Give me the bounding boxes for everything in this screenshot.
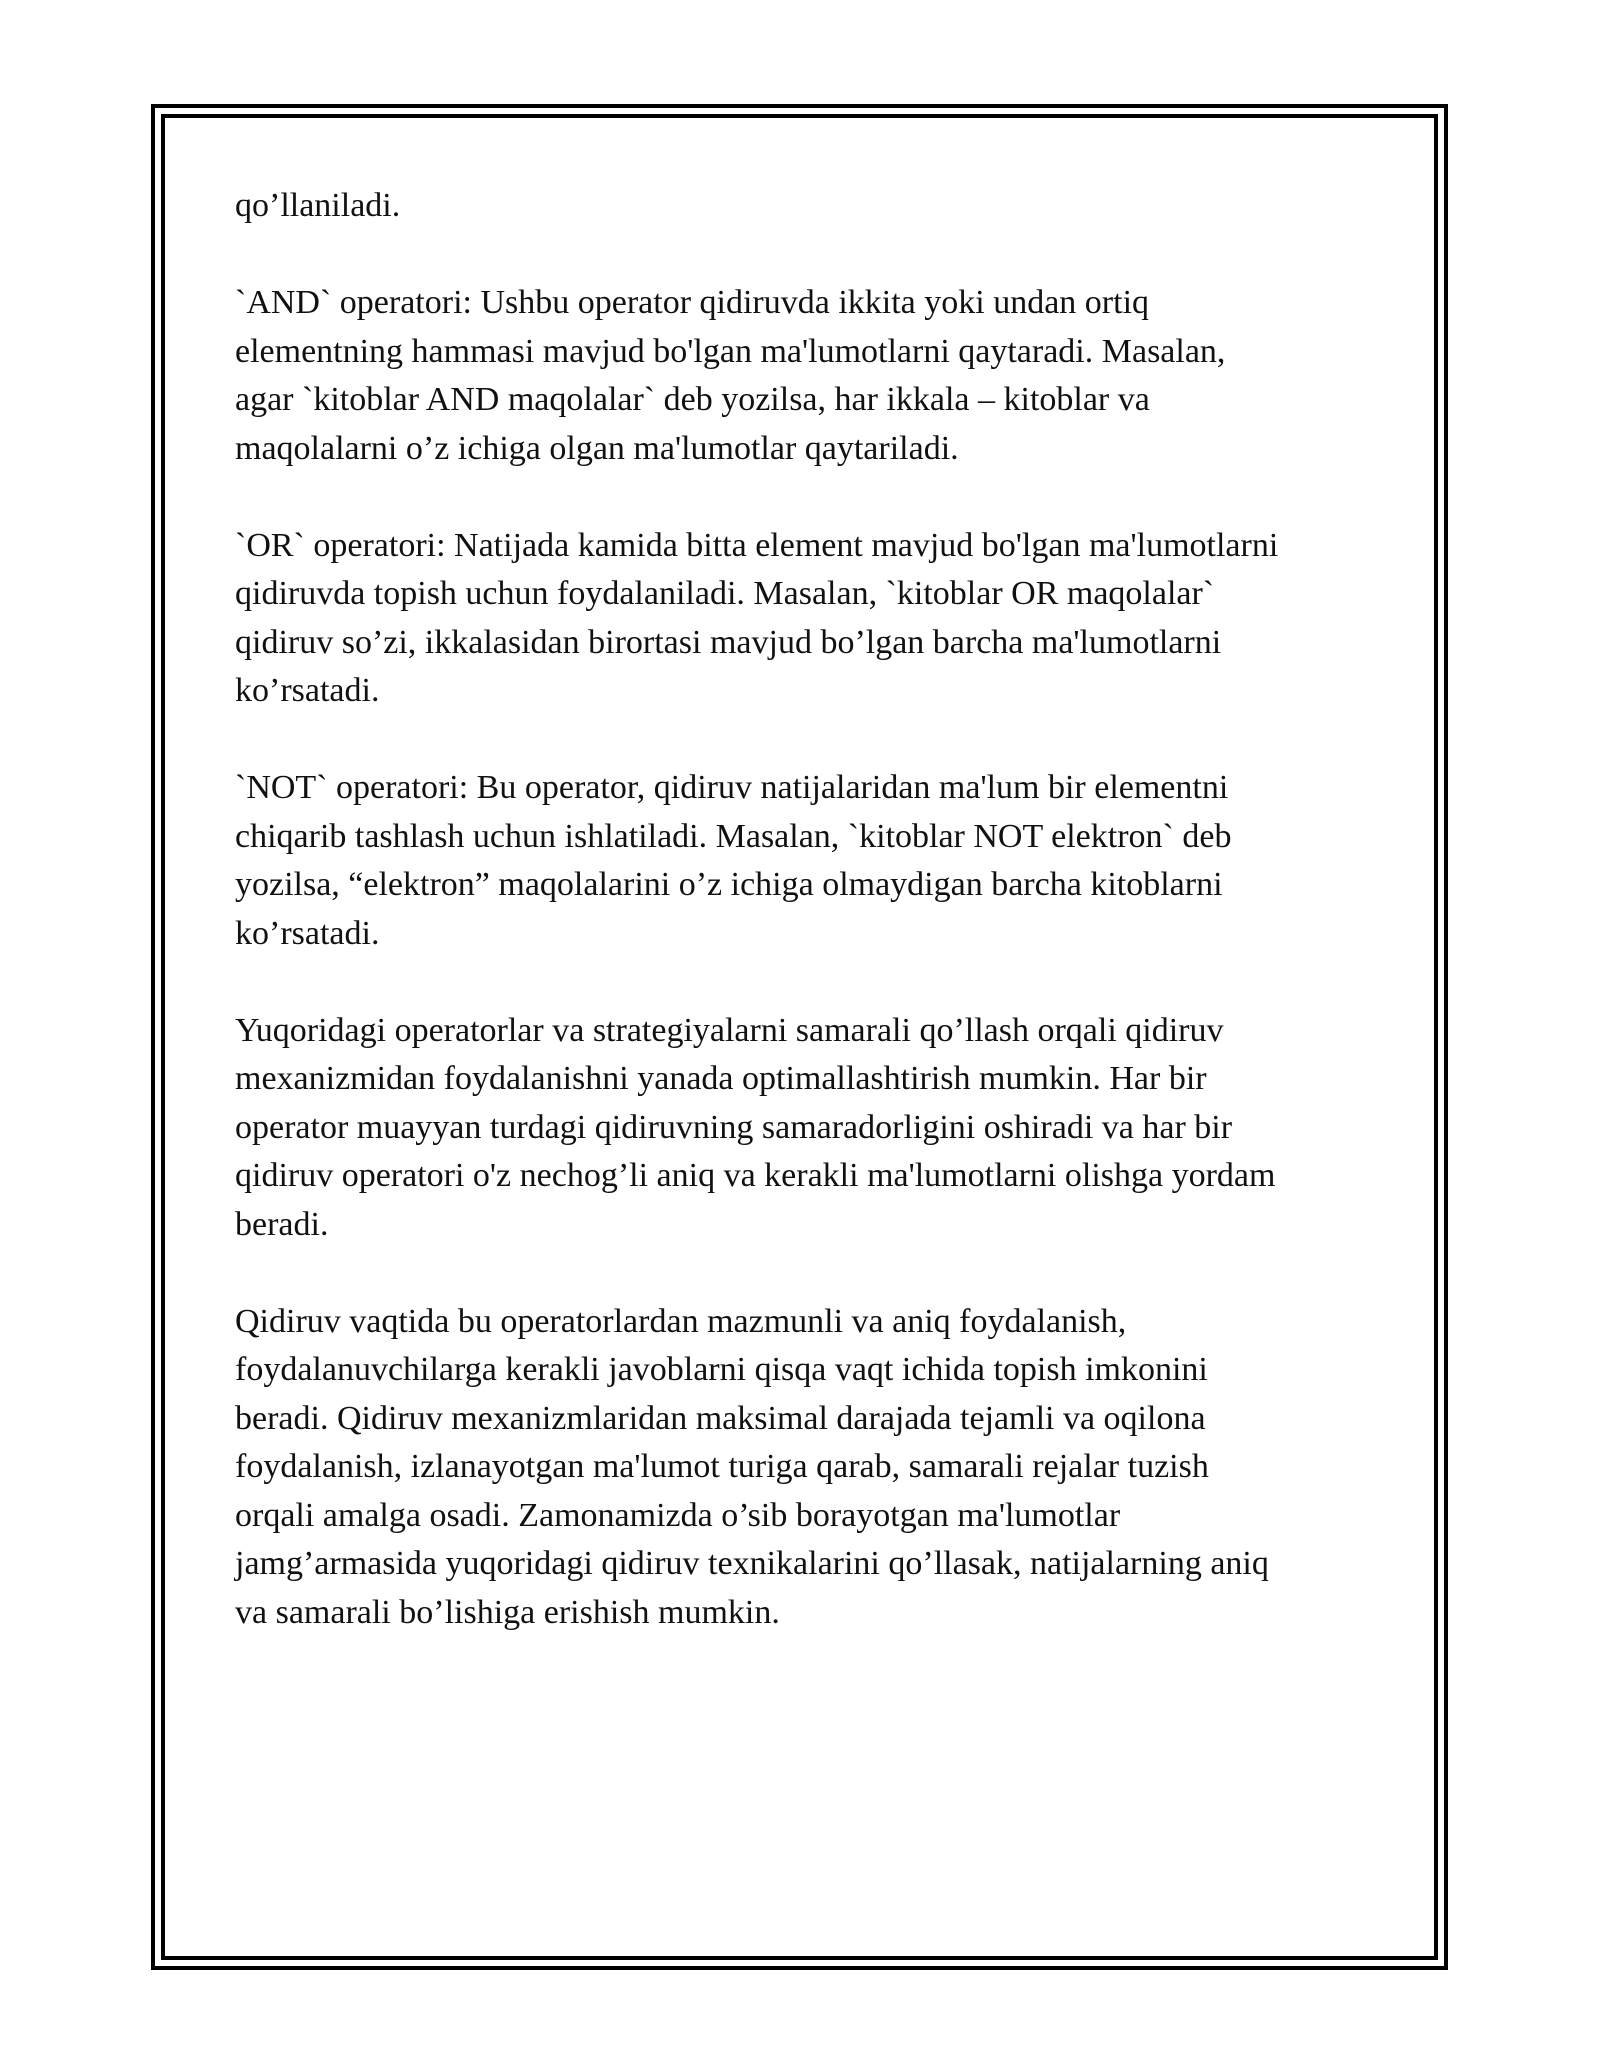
text-line: operator muayyan turdagi qidiruvning samaradorligini oshiradi va har bir <box>235 1108 1233 1146</box>
text-line: foydalanish, izlanayotgan ma'lumot turiga qarab, samarali rejalar tuzish <box>235 1448 1209 1485</box>
text-line: Qidiruv vaqtida bu operatorlardan mazmunli va aniq foydalanish, <box>235 1302 1127 1340</box>
text-line: orqali amalga osadi. Zamonamizda o’sib borayotgan ma'lumotlar <box>235 1496 1121 1534</box>
text-line: beradi. Qidiruv mexanizmlaridan maksimal darajada tejamli va oqilona <box>235 1399 1206 1437</box>
text-line: jamg’armasida yuqoridagi qidiruv texnikalarini qo’llasak, natijalarning aniq <box>235 1545 1269 1582</box>
text-line: foydalanuvchilarga kerakli javoblarni qisqa vaqt ichida topish imkonini <box>235 1351 1208 1388</box>
paragraph-continuation <box>235 182 1375 231</box>
text-line: qidiruv operatori o'z nechog’li aniq va kerakli ma'lumotlarni olishga yordam <box>235 1157 1276 1194</box>
text-line: chiqarib tashlash uchun ishlatiladi. Masalan, `kitoblar NOT elektron` deb <box>235 817 1232 855</box>
text-line: qidiruvda topish uchun foydalaniladi. Masalan, `kitoblar OR maqolalar` <box>235 575 1215 612</box>
text-line: yozilsa, “elektron” maqolalarini o’z ichiga olmaydigan barcha kitoblarni <box>235 866 1223 903</box>
text-line: elementning hammasi mavjud bo'lgan ma'lumotlarni qaytaradi. Masalan, <box>235 332 1226 370</box>
text-line: va samarali bo’lishiga erishish mumkin. <box>235 1593 780 1631</box>
text-line: maqolalarni o’z ichiga olgan ma'lumotlar qaytariladi. <box>235 429 959 467</box>
text-line: qo’llaniladi. <box>235 187 401 224</box>
paragraph-and-operator <box>235 279 1375 473</box>
text-line: Yuqoridagi operatorlar va strategiyalarni samarali qo’llash orqali qidiruv <box>235 1011 1224 1049</box>
paragraph-not-operator <box>235 764 1375 958</box>
text-line: `NOT` operatori: Bu operator, qidiruv natijalaridan ma'lum bir elementni <box>235 769 1229 806</box>
paragraph-or-operator <box>235 522 1375 716</box>
text-line: ko’rsatadi. <box>235 672 380 709</box>
text-line: mexanizmidan foydalanishni yanada optimallashtirish mumkin. Har bir <box>235 1060 1207 1097</box>
text-line: beradi. <box>235 1205 329 1243</box>
text-line: `AND` operatori: Ushbu operator qidiruvda ikkita yoki undan ortiq <box>235 284 1150 321</box>
text-line: agar `kitoblar AND maqolalar` deb yozilsa, har ikkala – kitoblar va <box>235 381 1150 418</box>
text-line: `OR` operatori: Natijada kamida bitta element mavjud bo'lgan ma'lumotlarni <box>235 526 1279 564</box>
paragraph-summary <box>235 1007 1375 1250</box>
text-line: ko’rsatadi. <box>235 914 380 952</box>
text-line: qidiruv so’zi, ikkalasidan birortasi mavjud bo’lgan barcha ma'lumotlarni <box>235 623 1222 661</box>
document-body <box>235 182 1375 1686</box>
paragraph-conclusion <box>235 1298 1375 1638</box>
